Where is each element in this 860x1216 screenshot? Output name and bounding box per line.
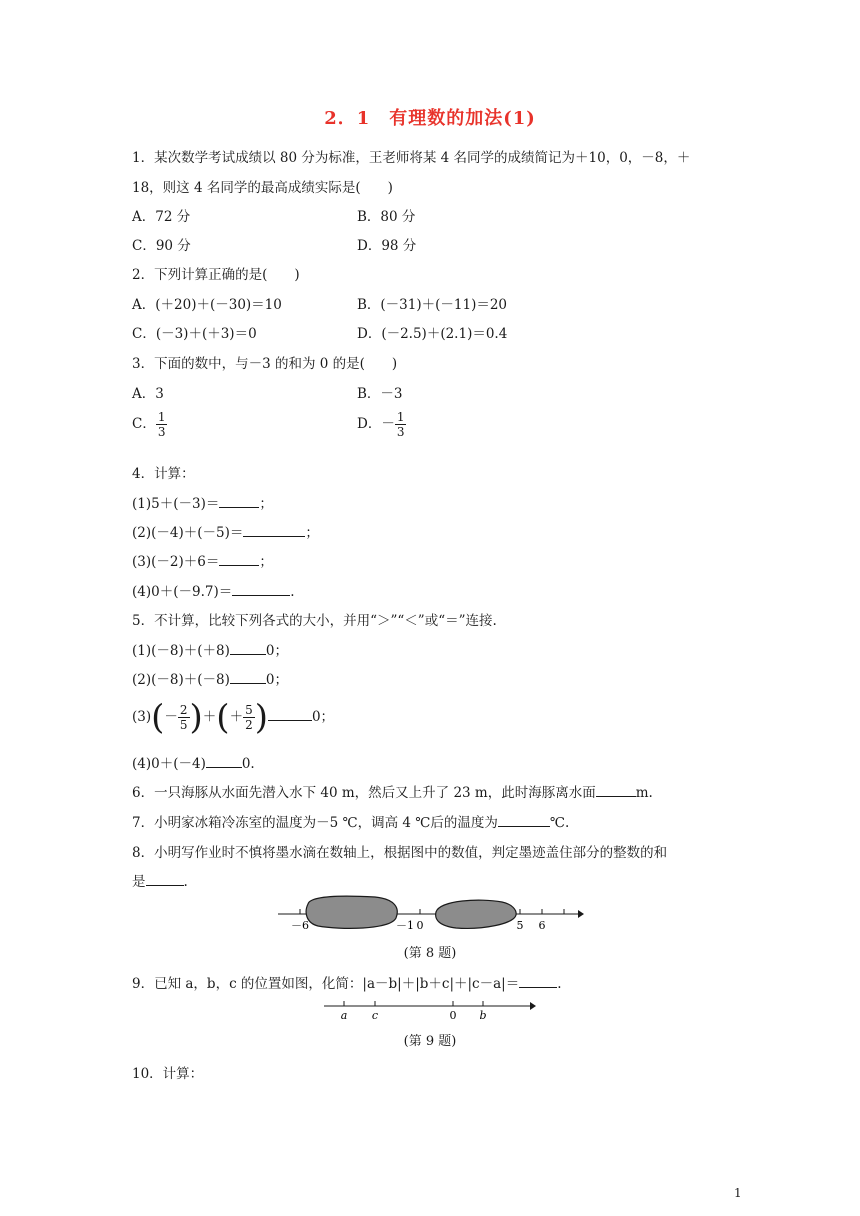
fraction-numerator: 5 — [245, 703, 253, 717]
q1-option-c: C．90 分 — [132, 238, 191, 254]
tick-label: －6 — [291, 919, 309, 932]
answer-blank[interactable] — [268, 706, 312, 721]
right-paren: ) — [254, 697, 268, 738]
answer-blank[interactable] — [219, 551, 259, 566]
q10-stem: 10．计算： — [132, 1066, 204, 1082]
q5-part-4-end: 0. — [241, 756, 255, 772]
q9 — [132, 972, 562, 992]
point-label-zero: 0 — [449, 1009, 457, 1022]
q5-part-2-expr: (2)(－8)＋(－8) — [132, 672, 230, 688]
plus-sign: ＋ — [202, 709, 217, 725]
figure-8-caption: (第 8 题) — [403, 946, 457, 961]
q6-end: m. — [635, 785, 653, 801]
q4-part-1-end: ； — [259, 496, 273, 512]
q1-option-b: B．80 分 — [357, 209, 416, 225]
q1-option-d: D．98 分 — [357, 238, 417, 254]
q7 — [132, 811, 569, 831]
ink-blot-right — [436, 900, 516, 928]
q4-part-3 — [132, 550, 273, 570]
q3-option-d-label: D．－ — [357, 416, 395, 432]
answer-blank[interactable] — [519, 973, 557, 988]
q4-part-4-end: . — [290, 584, 295, 600]
tick-label: －1 — [396, 919, 414, 932]
answer-blank[interactable] — [232, 581, 290, 596]
point-label-b: b — [479, 1009, 487, 1022]
sign: ＋ — [229, 709, 244, 725]
q3-option-c — [132, 410, 167, 439]
q8-stem-line1: 8．小明写作业时不慎将墨水滴在数轴上，根据图中的数值，判定墨迹盖住部分的整数的和 — [132, 845, 668, 861]
q1-stem-line2: 18，则这 4 名同学的最高成绩实际是( ) — [132, 180, 393, 196]
figure-9-caption: (第 9 题) — [403, 1034, 457, 1049]
q4-part-1-expr: (1)5＋(－3)＝ — [132, 496, 220, 512]
q5-part-1 — [132, 639, 288, 659]
answer-blank[interactable] — [596, 782, 636, 797]
q7-end: ℃. — [549, 815, 570, 831]
point-label-c: c — [371, 1009, 379, 1022]
q4-part-3-end: ； — [259, 554, 273, 570]
fraction-denominator: 3 — [157, 425, 166, 439]
q5-part-3-end: 0； — [311, 709, 335, 725]
q3-option-a: A．3 — [132, 386, 164, 402]
q2-option-b: B．(－31)＋(－11)＝20 — [357, 297, 508, 313]
page-number: 1 — [734, 1186, 742, 1200]
answer-blank[interactable] — [219, 493, 259, 508]
q3-option-c-label: C． — [132, 416, 156, 432]
sign: － — [164, 709, 178, 725]
q9-number-line-figure — [322, 996, 542, 1022]
fraction-denominator: 3 — [396, 425, 405, 439]
answer-blank[interactable] — [230, 669, 266, 684]
q5-stem: 5．不计算，比较下列各式的大小，并用“＞”“＜”或“＝”连接. — [132, 613, 497, 629]
q2-option-c: C．(－3)＋(＋3)＝0 — [132, 326, 257, 342]
q8-line2-text: 是 — [132, 874, 146, 890]
right-paren: ) — [189, 697, 203, 738]
q4-part-4-expr: (4)0＋(－9.7)＝ — [132, 584, 233, 600]
answer-blank[interactable] — [498, 812, 550, 827]
ink-blot-left — [306, 896, 397, 928]
q4-part-2 — [132, 521, 319, 541]
q6-text: 6．一只海豚从水面先潜入水下 40 m，然后又上升了 23 m，此时海豚离水面 — [132, 785, 596, 801]
q3-option-d-fraction — [395, 410, 407, 439]
q9-text: 9．已知 a，b，c 的位置如图，化简：|a－b|＋|b＋c|＋|c－a|＝ — [132, 976, 520, 992]
q4-part-3-expr: (3)(－2)＋6＝ — [132, 554, 220, 570]
q6 — [132, 781, 653, 801]
answer-blank[interactable] — [243, 522, 305, 537]
fraction-numerator: 2 — [179, 703, 188, 717]
q4-part-2-expr: (2)(－4)＋(－5)＝ — [132, 525, 244, 541]
fraction-numerator: 1 — [396, 410, 405, 424]
q8-stem-line2 — [132, 870, 188, 890]
q5-part-3-label: (3) — [132, 709, 152, 725]
q3-option-b: B．－3 — [357, 386, 403, 402]
fraction-denominator: 2 — [245, 718, 253, 732]
q5-part-4-expr: (4)0＋(－4) — [132, 756, 206, 772]
q2-option-d: D．(－2.5)＋(2.1)＝0.4 — [357, 326, 508, 342]
point-label-a: a — [340, 1009, 348, 1022]
q4-part-4 — [132, 580, 295, 600]
q5-part-2 — [132, 668, 288, 688]
q5-part-3 — [132, 697, 334, 737]
tick-label: 6 — [538, 919, 546, 932]
tick-label: 5 — [516, 919, 524, 932]
answer-blank[interactable] — [206, 753, 242, 768]
arrow-head-icon — [530, 1002, 536, 1010]
fraction — [178, 703, 190, 732]
q5-part-1-end: 0； — [265, 643, 288, 659]
q1-option-a: A．72 分 — [132, 209, 191, 225]
q8-end: . — [183, 874, 188, 890]
fraction-denominator: 5 — [179, 718, 188, 732]
tick-label: 0 — [416, 919, 424, 932]
q4-part-2-end: ； — [305, 525, 319, 541]
q3-stem: 3．下面的数中，与－3 的和为 0 的是( ) — [132, 356, 398, 372]
answer-blank[interactable] — [146, 871, 184, 886]
left-paren: ( — [151, 697, 165, 738]
q9-end: . — [557, 976, 562, 992]
page-title: 2．1 有理数的加法(1) — [324, 108, 536, 129]
arrow-head-icon — [578, 910, 584, 918]
q5-part-1-expr: (1)(－8)＋(＋8) — [132, 643, 230, 659]
q4-part-1 — [132, 492, 273, 512]
q2-stem: 2．下列计算正确的是( ) — [132, 267, 300, 283]
q3-option-c-fraction — [156, 410, 168, 439]
q1-stem-line1: 1．某次数学考试成绩以 80 分为标准，王老师将某 4 名同学的成绩简记为＋10，0，－8，＋ — [132, 150, 691, 166]
answer-blank[interactable] — [230, 640, 266, 655]
q8-number-line-figure — [270, 892, 590, 940]
q3-option-d — [357, 410, 406, 439]
q4-stem: 4．计算： — [132, 466, 195, 482]
q5-part-2-end: 0； — [265, 672, 288, 688]
left-paren: ( — [216, 697, 230, 738]
fraction — [243, 703, 255, 732]
fraction-numerator: 1 — [157, 410, 166, 424]
q2-option-a: A．(＋20)＋(－30)＝10 — [132, 297, 282, 313]
q7-text: 7．小明家冰箱冷冻室的温度为－5 ℃，调高 4 ℃后的温度为 — [132, 815, 498, 831]
q5-part-4 — [132, 752, 255, 772]
